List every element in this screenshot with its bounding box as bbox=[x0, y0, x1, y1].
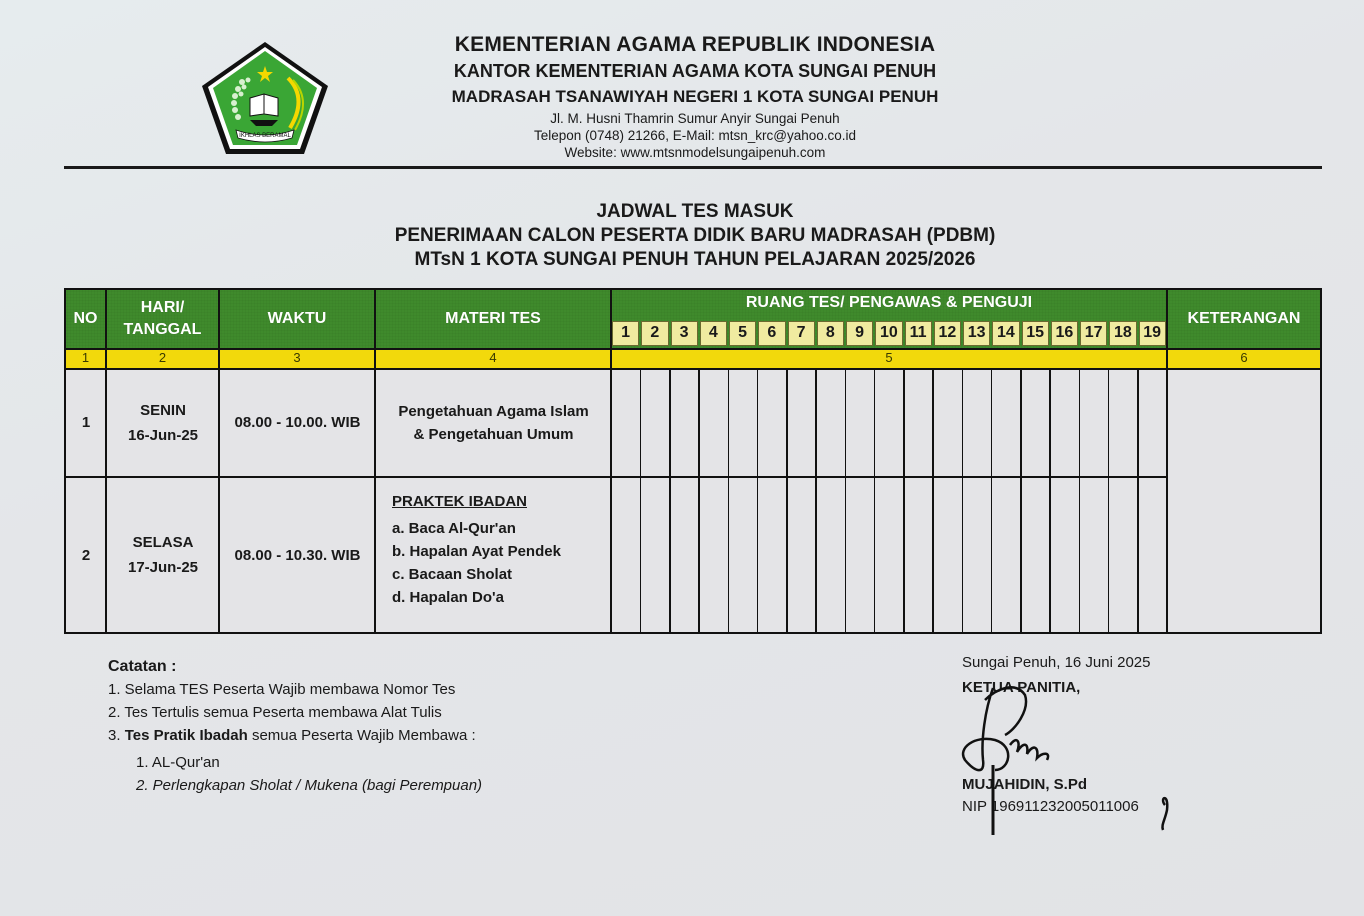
room-column-divider bbox=[786, 368, 788, 634]
room-number-14: 14 bbox=[992, 321, 1019, 346]
room-number-6: 6 bbox=[758, 321, 785, 346]
room-column-divider bbox=[1108, 368, 1110, 634]
room-column-divider bbox=[962, 368, 964, 634]
col-index-4: 4 bbox=[374, 348, 612, 370]
notes-section bbox=[108, 656, 482, 797]
room-number-12: 12 bbox=[934, 321, 961, 346]
signatory-nip: NIP 196911232005011006 bbox=[962, 798, 1139, 815]
room-column-divider bbox=[845, 368, 847, 634]
room-number-11: 11 bbox=[905, 321, 932, 346]
room-number-1: 1 bbox=[612, 321, 639, 346]
signatory-name: MUJAHIDIN, S.Pd bbox=[962, 776, 1088, 793]
row-1-hari-tanggal: SENIN 16-Jun-25 bbox=[107, 370, 219, 475]
materi-heading: PRAKTEK IBADAN bbox=[392, 493, 527, 510]
row-2-no: 2 bbox=[66, 478, 106, 632]
col-index-1: 1 bbox=[64, 348, 107, 370]
header-waktu: WAKTU bbox=[218, 288, 376, 350]
room-column-divider bbox=[757, 368, 759, 634]
svg-text:IKHLAS BERAMAL: IKHLAS BERAMAL bbox=[239, 133, 291, 139]
room-number-19: 19 bbox=[1139, 321, 1166, 346]
room-number-9: 9 bbox=[846, 321, 873, 346]
title-line-2: PENERIMAAN CALON PESERTA DIDIK BARU MADRASAH (PDBM) bbox=[394, 225, 996, 246]
col-index-5: 5 bbox=[610, 348, 1168, 370]
col-index-6: 6 bbox=[1166, 348, 1322, 370]
col-index-3: 3 bbox=[218, 348, 376, 370]
room-column-divider bbox=[728, 368, 730, 634]
col-index-2: 2 bbox=[105, 348, 220, 370]
room-number-3: 3 bbox=[671, 321, 698, 346]
materi-item: c. Bacaan Sholat bbox=[392, 566, 513, 583]
note-item: 2. Tes Tertulis semua Peserta membawa Alat Tulis bbox=[108, 704, 442, 721]
note-item: 3. Tes Pratik Ibadah semua Peserta Wajib Membawa : bbox=[108, 727, 476, 744]
materi-item: a. Baca Al-Qur'an bbox=[392, 520, 516, 537]
room-number-5: 5 bbox=[729, 321, 756, 346]
room-column-divider bbox=[932, 368, 934, 634]
room-column-divider bbox=[815, 368, 817, 634]
room-column-divider bbox=[1020, 368, 1022, 634]
room-number-15: 15 bbox=[1022, 321, 1049, 346]
document-title bbox=[300, 200, 1090, 272]
header-no: NO bbox=[64, 288, 107, 350]
room-number-row bbox=[612, 321, 1166, 348]
room-column-divider bbox=[698, 368, 700, 634]
room-number-8: 8 bbox=[817, 321, 844, 346]
office-name: KANTOR KEMENTERIAN AGAMA KOTA SUNGAI PENUH bbox=[453, 61, 937, 81]
ruang-tes-label: RUANG TES/ PENGAWAS & PENGUJI bbox=[745, 294, 1033, 311]
room-number-4: 4 bbox=[700, 321, 727, 346]
letterhead bbox=[420, 32, 970, 161]
room-number-2: 2 bbox=[641, 321, 668, 346]
note-sub-item: 2. Perlengkapan Sholat / Mukena (bagi Perempuan) bbox=[136, 777, 483, 794]
note-item: 1. Selama TES Peserta Wajib membawa Nomor Tes bbox=[108, 681, 456, 698]
row-1-no: 1 bbox=[66, 370, 106, 475]
room-column-divider bbox=[991, 368, 993, 634]
room-column-divider bbox=[1049, 368, 1051, 634]
notes-heading: Catatan : bbox=[108, 658, 177, 675]
row-2-hari-tanggal: SELASA 17-Jun-25 bbox=[107, 478, 219, 632]
row-2-waktu: 08.00 - 10.30. WIB bbox=[220, 478, 375, 632]
schedule-table bbox=[64, 288, 1322, 634]
note-sub-item: 1. AL-Qur'an bbox=[136, 754, 220, 771]
header-keterangan: KETERANGAN bbox=[1166, 288, 1322, 350]
room-column-divider bbox=[669, 368, 671, 634]
room-number-17: 17 bbox=[1080, 321, 1107, 346]
row-1-materi: Pengetahuan Agama Islam & Pengetahuan Umum bbox=[376, 370, 611, 475]
contact: Telepon (0748) 21266, E-Mail: mtsn_krc@yahoo.co.id bbox=[533, 128, 857, 143]
kemenag-logo-icon bbox=[200, 40, 330, 156]
room-column-divider bbox=[903, 368, 905, 634]
letterhead-divider bbox=[64, 166, 1322, 169]
place-date: Sungai Penuh, 16 Juni 2025 bbox=[962, 654, 1151, 671]
room-column-divider bbox=[874, 368, 876, 634]
room-number-7: 7 bbox=[788, 321, 815, 346]
signatory-role: KETUA PANITIA, bbox=[962, 679, 1081, 696]
materi-item: b. Hapalan Ayat Pendek bbox=[392, 543, 561, 560]
room-number-13: 13 bbox=[963, 321, 990, 346]
website: Website: www.mtsnmodelsungaipenuh.com bbox=[564, 145, 826, 160]
materi-item: d. Hapalan Do'a bbox=[392, 589, 504, 606]
row-1-waktu: 08.00 - 10.00. WIB bbox=[220, 370, 375, 475]
room-column-divider bbox=[1079, 368, 1081, 634]
room-column-divider bbox=[640, 368, 642, 634]
room-number-18: 18 bbox=[1109, 321, 1136, 346]
ministry-name: KEMENTERIAN AGAMA REPUBLIK INDONESIA bbox=[454, 33, 936, 56]
title-line-3: MTsN 1 KOTA SUNGAI PENUH TAHUN PELAJARAN 2025/2026 bbox=[414, 249, 976, 270]
room-number-16: 16 bbox=[1051, 321, 1078, 346]
header-materi-tes: MATERI TES bbox=[374, 288, 612, 350]
room-number-10: 10 bbox=[875, 321, 902, 346]
title-line-1: JADWAL TES MASUK bbox=[596, 201, 794, 222]
room-column-divider bbox=[1137, 368, 1139, 634]
handwritten-signature-icon bbox=[955, 680, 1175, 840]
row-2-materi bbox=[376, 478, 611, 632]
header-hari-tanggal: HARI/ TANGGAL bbox=[105, 288, 220, 350]
school-name: MADRASAH TSANAWIYAH NEGERI 1 KOTA SUNGAI PENUH bbox=[451, 87, 939, 106]
address: Jl. M. Husni Thamrin Sumur Anyir Sungai Penuh bbox=[550, 111, 840, 126]
